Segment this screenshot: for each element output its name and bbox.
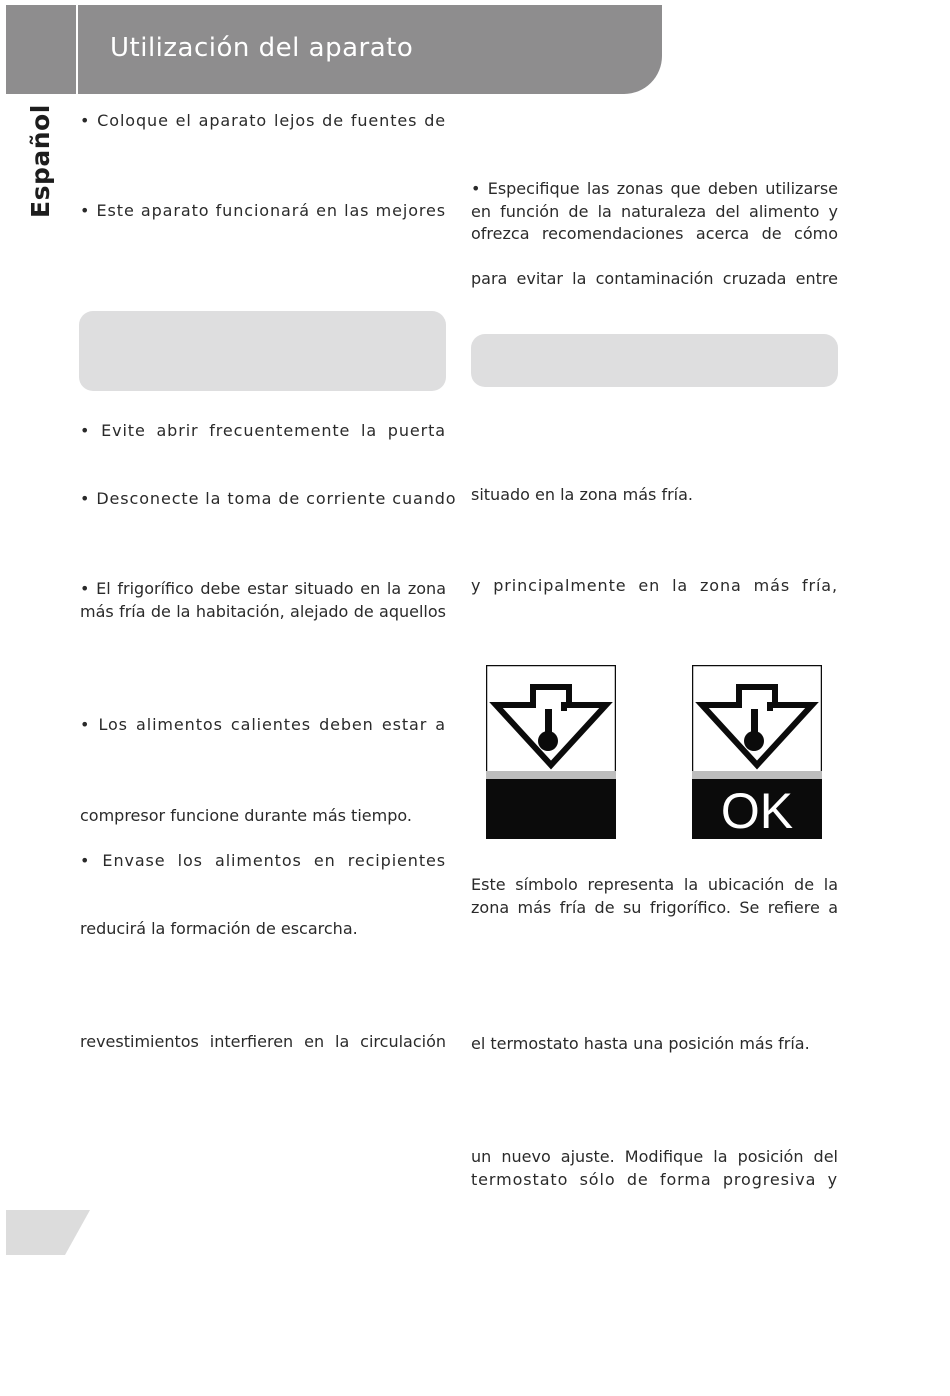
right-line-7: Este símbolo representa la ubicación de la (471, 875, 838, 894)
cold-zone-ok-symbol-icon (692, 665, 822, 839)
highlight-box-right (471, 334, 838, 387)
left-line-10: reducirá la formación de escarcha. (80, 919, 358, 938)
right-line-1: • Especifique las zonas que deben utilizarse (471, 179, 838, 198)
left-line-5: • El frigorífico debe estar situado en la zona (80, 579, 446, 598)
ok-label: OK (720, 783, 794, 839)
right-line-11: termostato sólo de forma progresiva y (471, 1170, 838, 1189)
right-line-9: el termostato hasta una posición más fría. (471, 1034, 810, 1053)
page-footer-tab (6, 1210, 90, 1255)
left-line-4: • Desconecte la toma de corriente cuando (80, 489, 457, 508)
left-line-11: revestimientos interfieren en la circulación (80, 1032, 446, 1051)
cold-zone-symbol-icon (486, 665, 616, 839)
right-line-4: para evitar la contaminación cruzada entre (471, 269, 838, 288)
right-line-8: zona más fría de su frigorífico. Se refiere a (471, 898, 838, 917)
left-line-1: • Coloque el aparato lejos de fuentes de (80, 111, 446, 130)
left-line-6: más fría de la habitación, alejado de aquellos (80, 602, 446, 621)
right-line-5: situado en la zona más fría. (471, 485, 694, 504)
right-line-3: ofrezca recomendaciones acerca de cómo (471, 224, 838, 243)
left-line-3: • Evite abrir frecuentemente la puerta (80, 421, 446, 440)
right-line-6: y principalmente en la zona más fría, (471, 576, 838, 595)
header-divider (76, 5, 78, 94)
left-line-7: • Los alimentos calientes deben estar a (80, 715, 446, 734)
language-side-label: Español (26, 104, 55, 218)
highlight-box-left (79, 311, 446, 391)
left-line-8: compresor funcione durante más tiempo. (80, 806, 412, 825)
left-line-9: • Envase los alimentos en recipientes (80, 851, 446, 870)
left-line-2: • Este aparato funcionará en las mejores (80, 201, 446, 220)
right-line-10: un nuevo ajuste. Modifique la posición del (471, 1147, 838, 1166)
page-title: Utilización del aparato (110, 33, 414, 63)
right-line-2: en función de la naturaleza del alimento y (471, 202, 838, 221)
